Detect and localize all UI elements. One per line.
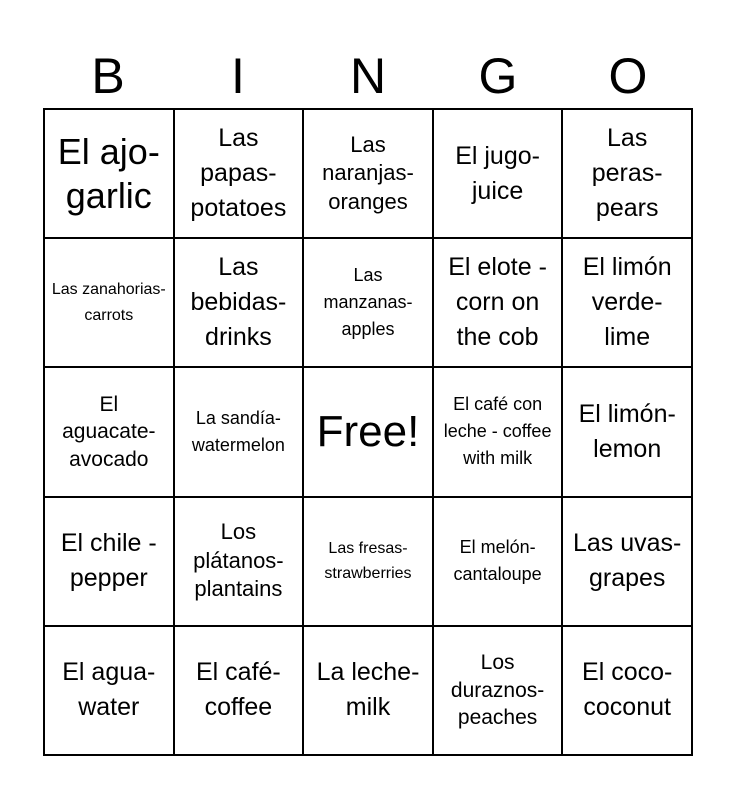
bingo-cell[interactable]: Las zanahorias-carrots	[44, 238, 174, 367]
bingo-card-grid	[43, 108, 693, 756]
bingo-cell[interactable]: El jugo-juice	[433, 109, 563, 238]
bingo-header	[43, 44, 693, 108]
bingo-cell[interactable]: El limón verde-lime	[562, 238, 692, 367]
bingo-cell[interactable]: La sandía-watermelon	[174, 367, 304, 496]
bingo-cell[interactable]: El elote - corn on the cob	[433, 238, 563, 367]
bingo-cell[interactable]: Las papas-potatoes	[174, 109, 304, 238]
bingo-cell[interactable]: El aguacate-avocado	[44, 367, 174, 496]
bingo-cell[interactable]: Las peras-pears	[562, 109, 692, 238]
bingo-cell[interactable]: Las naranjas-oranges	[303, 109, 433, 238]
bingo-cell[interactable]: Las uvas-grapes	[562, 497, 692, 626]
bingo-cell[interactable]: Los plátanos-plantains	[174, 497, 304, 626]
header-letter-o: O	[608, 48, 648, 104]
bingo-cell[interactable]: El chile - pepper	[44, 497, 174, 626]
bingo-cell[interactable]: El café con leche - coffee with milk	[433, 367, 563, 496]
header-letter-g: G	[478, 48, 518, 104]
bingo-cell[interactable]: El agua-water	[44, 626, 174, 755]
bingo-cell[interactable]: El melón-cantaloupe	[433, 497, 563, 626]
header-letter-n: N	[349, 48, 387, 104]
bingo-cell[interactable]: Las bebidas-drinks	[174, 238, 304, 367]
header-letter-b: B	[91, 48, 125, 104]
bingo-cell[interactable]: El ajo-garlic	[44, 109, 174, 238]
header-letter-i: I	[231, 48, 245, 104]
bingo-cell[interactable]: El coco-coconut	[562, 626, 692, 755]
bingo-cell[interactable]: Los duraznos-peaches	[433, 626, 563, 755]
bingo-cell[interactable]: Las fresas-strawberries	[303, 497, 433, 626]
free-space-cell[interactable]: Free!	[303, 367, 433, 496]
bingo-cell[interactable]: El limón-lemon	[562, 367, 692, 496]
bingo-cell[interactable]: El café-coffee	[174, 626, 304, 755]
bingo-cell[interactable]: La leche-milk	[303, 626, 433, 755]
bingo-cell[interactable]: Las manzanas-apples	[303, 238, 433, 367]
